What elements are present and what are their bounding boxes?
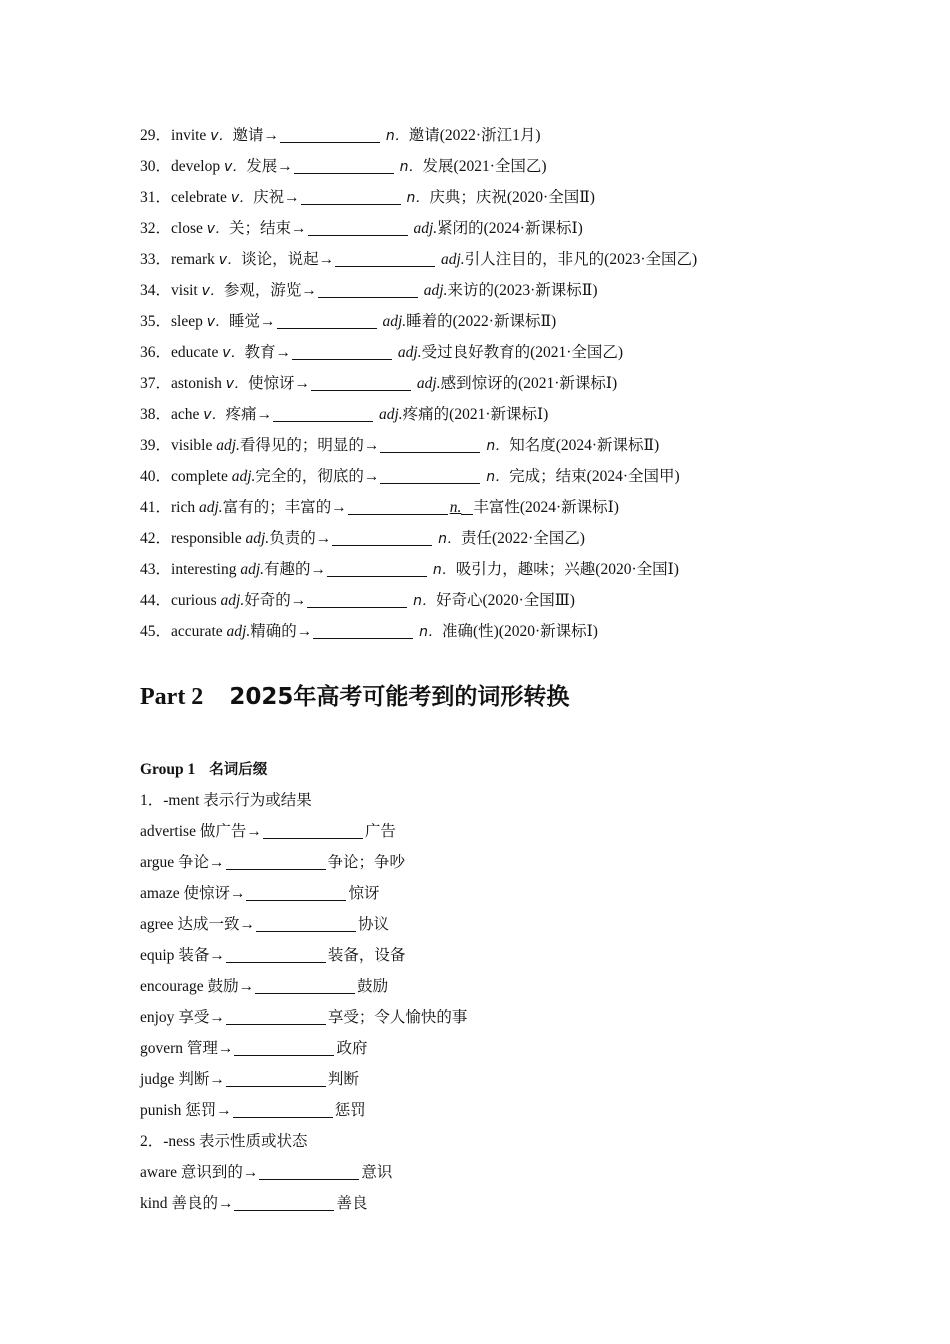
item-number: 45． [140,623,172,640]
answer-blank[interactable] [255,976,355,994]
part-title: 2025年高考可能考到的词形转换 [229,684,570,710]
part1-exercise-list [140,120,697,647]
target-meaning: 邀请(2022·浙江1月) [408,127,541,144]
item-number: 37． [140,375,172,392]
item-word: accurate [171,623,223,640]
target-meaning: 发展(2021·全国乙) [422,158,547,175]
item-meaning: 关；结束→ [229,220,307,237]
item-meaning: 精确的→ [250,623,313,640]
target-pos: n． [486,469,510,485]
target-pos: adj. [423,282,448,299]
target-pos: adj. [413,220,438,237]
target-pos: adj. [382,313,407,330]
target-pos: adj. [378,406,403,423]
word-meaning: 意识到的→ [180,1164,259,1181]
word: amaze [140,885,180,902]
item-pos: adj. [199,499,223,516]
item-meaning: 睡觉→ [229,313,276,330]
target-pos: n． [438,531,461,547]
answer-blank[interactable] [294,156,394,174]
item-word: celebrate [171,189,227,206]
target-pos: adj. [416,375,441,392]
exercise-item-40 [140,461,697,492]
item-number: 32． [140,220,172,237]
item-word: responsible [171,530,242,547]
word: enjoy [140,1009,175,1026]
item-word: complete [171,468,228,485]
item-pos: adj. [220,592,245,609]
part2-content [140,754,467,1219]
word-item [140,1033,467,1064]
target-meaning: 判断 [327,1071,359,1088]
word-item [140,847,467,878]
exercise-item-43 [140,554,697,585]
item-word: interesting [171,561,237,578]
answer-blank[interactable] [308,218,408,236]
word-item [140,971,467,1002]
item-pos: v． [222,345,245,361]
part2-heading [140,678,569,711]
item-pos: adj. [226,623,251,640]
target-pos: adj. [440,251,465,268]
target-meaning: 好奇心(2020·全国Ⅲ) [435,592,575,609]
target-pos: n． [413,593,436,609]
answer-blank[interactable] [348,497,448,515]
answer-blank[interactable] [234,1038,334,1056]
item-word: educate [171,344,219,361]
word-meaning: 装备→ [178,947,225,964]
target-meaning: 感到惊讶的(2021·新课标Ⅰ) [440,375,618,392]
item-meaning: 完全的，彻底的→ [255,468,380,485]
item-number: 39． [140,437,172,454]
exercise-item-36 [140,337,697,368]
item-meaning: 使惊讶→ [248,375,311,392]
target-meaning: 紧闭的(2024·新课标Ⅰ) [437,220,583,237]
item-number: 43． [140,561,172,578]
answer-blank[interactable] [332,528,432,546]
word: aware [140,1164,177,1181]
target-meaning: 惊讶 [348,885,380,902]
item-number: 30． [140,158,172,175]
answer-blank[interactable] [280,125,380,143]
item-word: close [171,220,203,237]
item-number: 44． [140,592,172,609]
word-item [140,940,467,971]
answer-blank[interactable] [307,590,407,608]
target-meaning: 吸引力，趣味；兴趣(2020·全国Ⅰ) [455,561,679,578]
answer-blank[interactable] [277,311,377,329]
target-meaning: 享受；令人愉快的事 [327,1009,468,1026]
item-pos: v． [218,252,242,268]
target-meaning: 知名度(2024·新课标Ⅱ) [509,437,660,454]
word: encourage [140,978,204,995]
group-label: Group 1 [140,761,196,778]
target-meaning: 完成；结束(2024·全国甲) [509,468,680,485]
exercise-item-34 [140,275,697,306]
item-word: rich [171,499,196,516]
word-meaning: 达成一致→ [177,916,255,933]
item-word: astonish [171,375,222,392]
word: argue [140,854,175,871]
item-pos: adj. [245,530,270,547]
word-meaning: 鼓励→ [207,978,255,995]
target-meaning: 广告 [364,823,396,840]
word-meaning: 管理→ [186,1040,234,1057]
word-meaning: 享受→ [178,1009,225,1026]
item-meaning: 谈论，说起→ [241,251,335,268]
item-meaning: 邀请→ [232,127,280,144]
item-pos: adj. [240,561,265,578]
exercise-item-29 [140,120,697,151]
target-meaning: 准确(性)(2020·新课标Ⅰ) [441,623,598,640]
exercise-item-38 [140,399,697,430]
item-pos: adj. [216,437,240,454]
exercise-item-37 [140,368,697,399]
exercise-item-31 [140,182,697,213]
word: judge [140,1071,175,1088]
word: advertise [140,823,196,840]
word-item [140,909,467,940]
item-word: curious [171,592,217,609]
item-pos: adj. [231,468,256,485]
answer-blank[interactable] [246,883,346,901]
item-word: remark [171,251,215,268]
group-title: 名词后缀 [209,762,268,778]
target-meaning: 善良 [336,1195,368,1212]
word: govern [140,1040,184,1057]
word-item [140,1002,467,1033]
exercise-item-33 [140,244,697,275]
target-meaning: 鼓励 [357,978,389,995]
word-meaning: 争论→ [178,854,225,871]
item-meaning: 好奇的→ [244,592,307,609]
answer-blank[interactable] [327,559,427,577]
target-meaning: 政府 [336,1040,368,1057]
target-meaning: 睡着的(2022·新课标Ⅱ) [406,313,557,330]
answer-blank[interactable] [380,466,480,484]
item-number: 40． [140,468,172,485]
section-title: 2．-ness 表示性质或状态 [140,1133,308,1150]
word-meaning: 判断→ [178,1071,225,1088]
word-meaning: 使惊讶→ [183,885,246,902]
target-meaning: 意识 [361,1164,393,1181]
target-meaning: 受过良好教育的(2021·全国乙) [421,344,624,361]
word-item [140,1188,467,1219]
target-meaning: 争论；争吵 [327,854,406,871]
item-number: 34． [140,282,172,299]
exercise-item-42 [140,523,697,554]
item-number: 33． [140,251,172,268]
answer-blank[interactable] [259,1162,359,1180]
exercise-item-39 [140,430,697,461]
answer-blank[interactable] [301,187,401,205]
answer-blank[interactable] [311,373,411,391]
answer-blank[interactable] [335,249,435,267]
target-meaning: 引人注目的，非凡的(2023·全国乙) [464,251,698,268]
word-item [140,1157,467,1188]
item-number: 36． [140,344,172,361]
answer-blank[interactable] [380,435,480,453]
item-number: 41． [140,499,172,516]
answer-blank[interactable] [226,1069,326,1087]
word: punish [140,1102,182,1119]
underline-mark [461,497,473,515]
item-number: 42． [140,530,172,547]
exercise-item-30 [140,151,697,182]
part-label: Part 2 [140,684,204,710]
word: agree [140,916,174,933]
item-pos: v． [206,314,230,330]
target-meaning: 丰富性(2024·新课标Ⅰ) [473,499,619,516]
target-meaning: 责任(2022·全国乙) [460,530,585,547]
target-meaning: 疼痛的(2021·新课标Ⅰ) [402,406,549,423]
target-pos: n． [385,128,409,144]
target-pos: n． [432,562,456,578]
word-meaning: 惩罚→ [185,1102,232,1119]
item-pos: v． [201,283,224,299]
item-pos: v． [225,376,248,392]
answer-blank[interactable] [256,914,356,932]
item-number: 29． [140,127,172,144]
answer-blank[interactable] [226,945,326,963]
item-pos: v． [210,128,233,144]
item-meaning: 富有的；丰富的→ [222,499,347,516]
answer-blank[interactable] [226,852,326,870]
item-word: visit [171,282,198,299]
item-meaning: 发展→ [246,158,293,175]
answer-blank[interactable] [292,342,392,360]
exercise-item-45 [140,616,697,647]
word-item [140,1064,467,1095]
target-pos: n. [449,499,462,516]
item-meaning: 参观，游览→ [223,282,317,299]
target-pos: n． [419,624,442,640]
word-meaning: 善良的→ [171,1195,234,1212]
item-meaning: 负责的→ [269,530,332,547]
group-heading [140,754,467,785]
target-meaning: 惩罚 [334,1102,366,1119]
item-pos: v． [230,190,254,206]
answer-blank[interactable] [226,1007,326,1025]
item-pos: v． [203,407,226,423]
exercise-item-44 [140,585,697,616]
target-meaning: 庆典；庆祝(2020·全国Ⅱ) [429,189,595,206]
exercise-item-35 [140,306,697,337]
target-pos: n． [406,190,430,206]
item-pos: v． [223,159,247,175]
target-pos: n． [399,159,423,175]
word: kind [140,1195,168,1212]
item-number: 31． [140,189,172,206]
target-pos: n． [486,438,510,454]
answer-blank[interactable] [233,1100,333,1118]
word-item [140,1095,467,1126]
target-meaning: 来访的(2023·新课标Ⅱ) [447,282,598,299]
word: equip [140,947,175,964]
item-number: 38． [140,406,172,423]
answer-blank[interactable] [234,1193,334,1211]
item-meaning: 看得见的；明显的→ [239,437,380,454]
item-meaning: 有趣的→ [264,561,327,578]
item-word: visible [171,437,213,454]
exercise-item-32 [140,213,697,244]
answer-blank[interactable] [318,280,418,298]
target-pos: adj. [397,344,422,361]
answer-blank[interactable] [273,404,373,422]
item-meaning: 庆祝→ [253,189,300,206]
item-word: sleep [171,313,203,330]
item-word: invite [171,127,207,144]
answer-blank[interactable] [263,821,363,839]
word-meaning: 做广告→ [199,823,262,840]
item-number: 35． [140,313,172,330]
answer-blank[interactable] [313,621,413,639]
section-title: 1．-ment 表示行为或结果 [140,792,312,809]
item-word: ache [171,406,200,423]
word-item [140,878,467,909]
target-meaning: 装备，设备 [327,947,406,964]
item-meaning: 教育→ [244,344,292,361]
target-meaning: 协议 [357,916,389,933]
word-item [140,816,467,847]
item-meaning: 疼痛→ [225,406,273,423]
item-pos: v． [206,221,230,237]
exercise-item-41 [140,492,697,523]
item-word: develop [171,158,221,175]
